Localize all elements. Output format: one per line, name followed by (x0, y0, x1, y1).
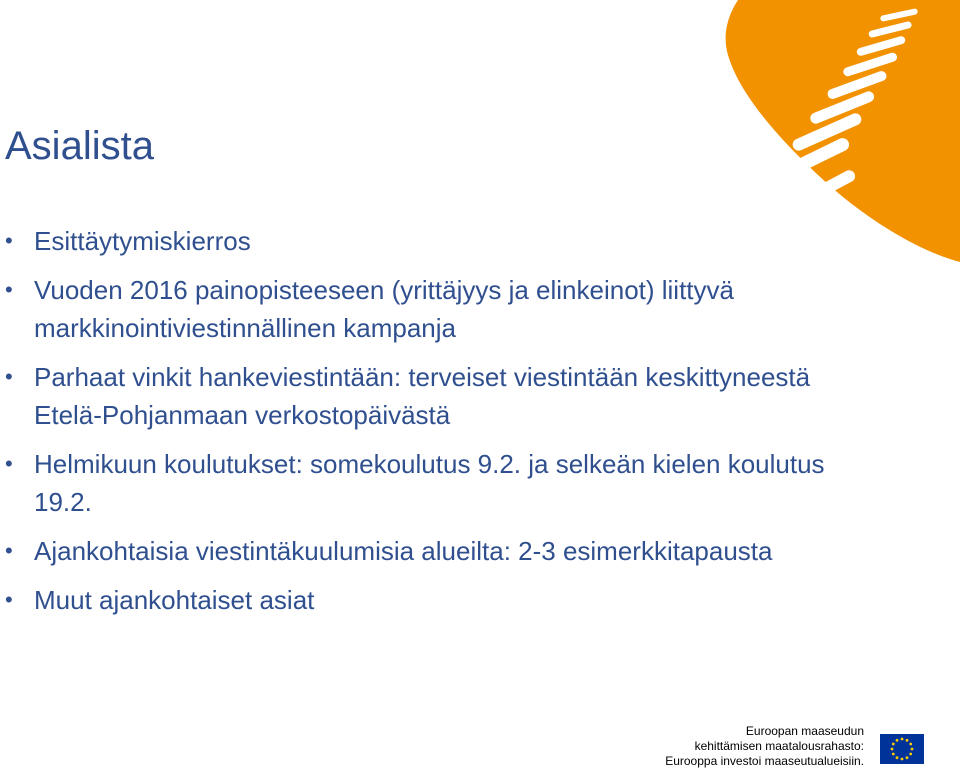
agenda-item (0, 581, 830, 619)
agenda-item (0, 445, 830, 521)
bullet-icon: • (5, 451, 13, 476)
bullet-icon: • (5, 587, 13, 612)
agenda-item (0, 358, 830, 434)
slide-title: Asialista (5, 124, 154, 168)
bullet-icon: • (5, 538, 13, 563)
eu-flag-icon (880, 734, 924, 764)
footer-line: Euroopan maaseudun (745, 724, 864, 738)
agenda-item-text: Esittäytymiskierros (34, 226, 251, 256)
bullet-icon: • (5, 277, 13, 302)
agenda-item (0, 532, 830, 570)
agenda-item-text: Parhaat vinkit hankeviestintään: terveiset viestintään keskittyneestä Etelä-Pohjanmaan verkostopäivästä (34, 362, 811, 430)
bullet-icon: • (5, 364, 13, 389)
agenda-item (0, 271, 830, 347)
bullet-icon: • (5, 228, 13, 253)
footer-line: Eurooppa investoi maaseutualueisiin. (665, 754, 864, 768)
agenda-item-text: Ajankohtaisia viestintäkuulumisia alueilta: 2-3 esimerkkitapausta (34, 536, 773, 566)
agenda-item (0, 222, 830, 260)
funding-footer (665, 724, 864, 769)
agenda-item-text: Vuoden 2016 painopisteeseen (yrittäjyys ja elinkeinot) liittyvä markkinointiviestinnällinen kampanja (34, 275, 734, 343)
footer-line: kehittämisen maatalousrahasto: (694, 739, 864, 753)
agenda-list (0, 222, 830, 630)
agenda-item-text: Muut ajankohtaiset asiat (34, 585, 315, 615)
agenda-item-text: Helmikuun koulutukset: somekoulutus 9.2. ja selkeän kielen koulutus 19.2. (34, 449, 825, 517)
